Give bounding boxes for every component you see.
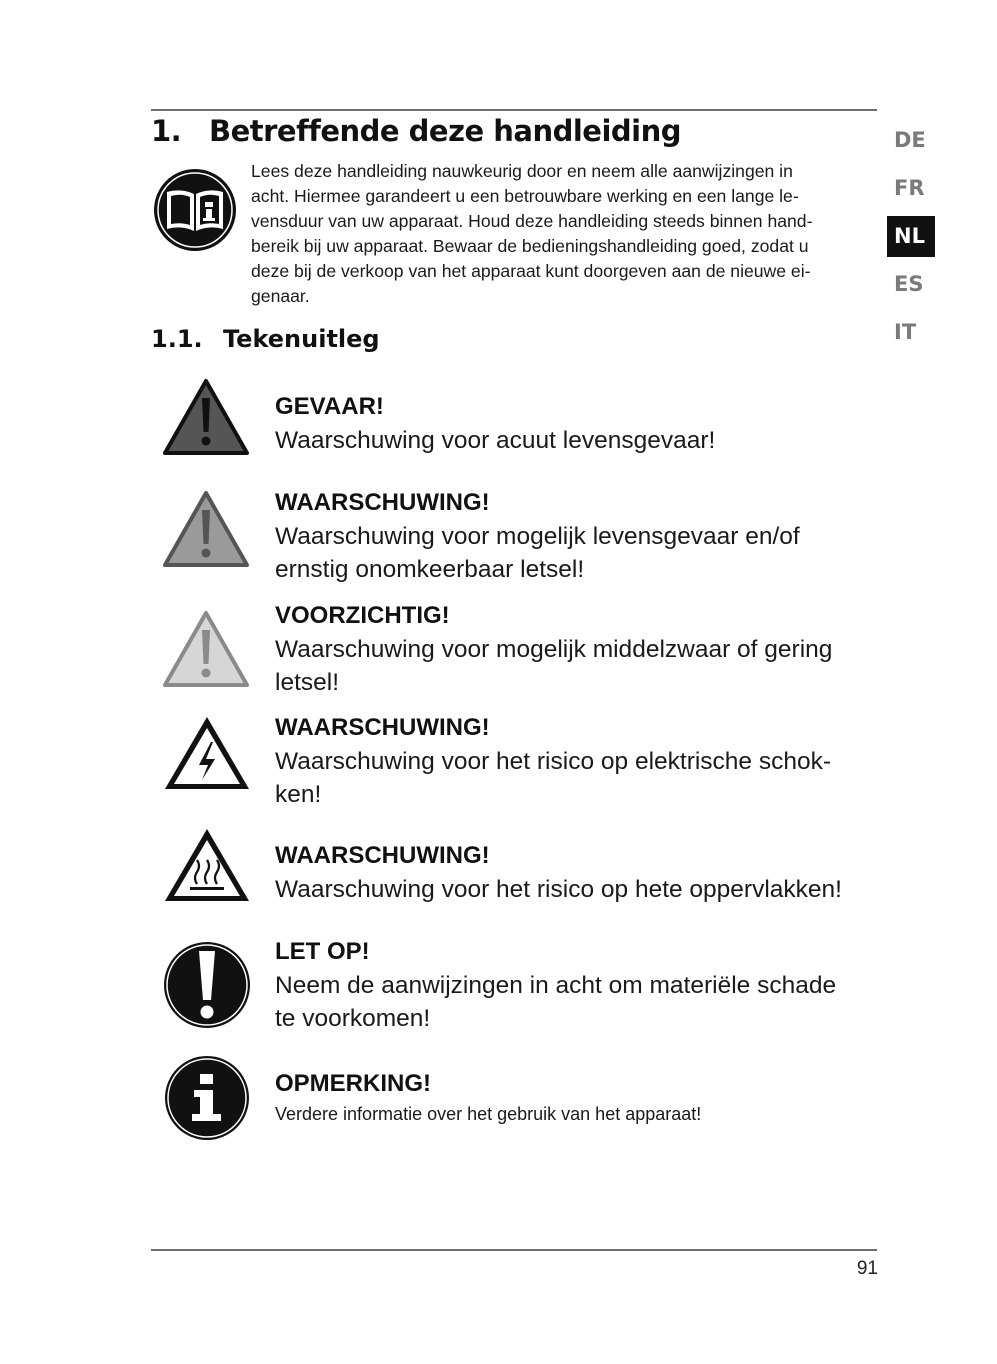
symbol-description-line: Waarschuwing voor het risico op hete oppervlakken!: [275, 876, 842, 903]
intro-line: bereik bij uw apparaat. Bewaar de bedieningshandleiding goed, zodat u: [251, 236, 809, 256]
chapter-heading: [151, 114, 681, 148]
danger-warning-triangle-icon: [162, 378, 250, 456]
language-tab-de[interactable]: DE: [894, 128, 926, 152]
language-tab-es[interactable]: ES: [894, 272, 924, 296]
chapter-number: 1.: [151, 114, 182, 148]
symbol-description-line: ken!: [275, 781, 322, 808]
section-number: 1.1.: [151, 325, 203, 353]
symbol-title: WAARSCHUWING!: [275, 842, 490, 869]
intro-line: acht. Hiermee garandeert u een betrouwbare werking en een lange le-: [251, 186, 799, 206]
symbol-title: VOORZICHTIG!: [275, 602, 450, 629]
symbol-description-line: letsel!: [275, 669, 340, 696]
warning-triangle-icon: [162, 490, 250, 568]
symbol-title: WAARSCHUWING!: [275, 489, 490, 516]
symbol-entry: [275, 486, 875, 586]
caution-triangle-icon: [162, 610, 250, 688]
symbol-title: WAARSCHUWING!: [275, 714, 490, 741]
intro-line: vensduur van uw apparaat. Houd deze handleiding steeds binnen hand-: [251, 211, 813, 231]
symbol-entry: [275, 390, 875, 457]
symbol-description: [275, 633, 875, 699]
page-number: 91: [856, 1258, 878, 1279]
symbol-title: OPMERKING!: [275, 1070, 431, 1097]
section-title: Tekenuitleg: [223, 325, 380, 353]
footer-rule: [151, 1249, 877, 1251]
symbol-entry: [275, 599, 875, 699]
symbol-entry: [275, 935, 875, 1035]
symbol-entry: [275, 839, 875, 906]
language-tab-nl[interactable]: NL: [887, 216, 935, 257]
symbol-description: [275, 1101, 875, 1127]
symbol-title: GEVAAR!: [275, 393, 384, 420]
symbol-description: [275, 873, 875, 906]
symbol-description-line: Waarschuwing voor acuut levensgevaar!: [275, 427, 716, 454]
intro-line: Lees deze handleiding nauwkeurig door en neem alle aanwijzingen in: [251, 161, 793, 181]
symbol-description-line: te voorkomen!: [275, 1005, 431, 1032]
info-circle-icon: [163, 1054, 251, 1142]
symbol-description: [275, 424, 875, 457]
section-heading: [151, 325, 380, 353]
intro-line: deze bij de verkoop van het apparaat kunt doorgeven aan de nieuwe ei-: [251, 261, 811, 281]
intro-paragraph: [251, 159, 877, 309]
intro-line: genaar.: [251, 286, 310, 306]
symbol-description-line: Waarschuwing voor het risico op elektrische schok-: [275, 748, 832, 775]
header-rule: [151, 109, 877, 111]
symbol-description-line: ernstig onomkeerbaar letsel!: [275, 556, 585, 583]
electric-shock-warning-icon: [162, 714, 252, 792]
symbol-entry: [275, 711, 875, 811]
exclamation-circle-icon: [163, 940, 251, 1030]
symbol-description: [275, 745, 875, 811]
hot-surface-warning-icon: [162, 826, 252, 904]
symbol-description: [275, 969, 875, 1035]
symbol-description-line: Waarschuwing voor mogelijk levensgevaar en/of: [275, 523, 800, 550]
symbol-description-line: Waarschuwing voor mogelijk middelzwaar of gering: [275, 636, 833, 663]
symbol-description-line: Neem de aanwijzingen in acht om materiële schade: [275, 972, 837, 999]
symbol-entry: [275, 1067, 875, 1127]
symbol-description: [275, 520, 875, 586]
language-tab-fr[interactable]: FR: [894, 176, 925, 200]
symbol-description-line: Verdere informatie over het gebruik van het apparaat!: [275, 1104, 702, 1124]
symbol-title: LET OP!: [275, 938, 370, 965]
chapter-title: Betreffende deze handleiding: [209, 114, 682, 148]
language-tab-it[interactable]: IT: [894, 320, 917, 344]
read-manual-icon: [152, 167, 238, 253]
